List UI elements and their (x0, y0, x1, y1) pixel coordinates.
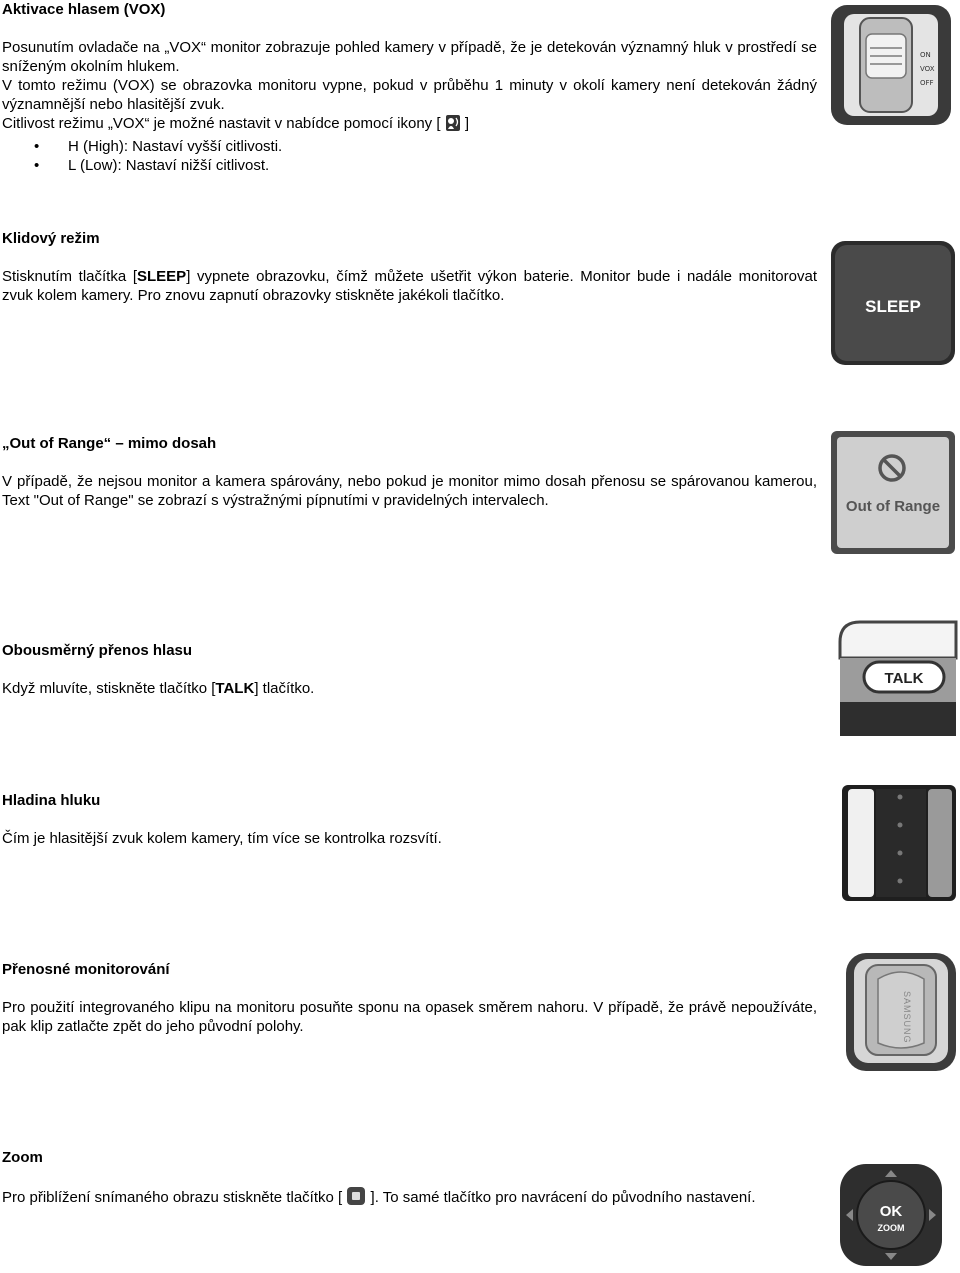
sleep-button-label: SLEEP (865, 297, 921, 316)
sleep-paragraph (2, 267, 817, 305)
list-item: • H (High): Nastaví vyšší citlivosti. (2, 137, 817, 156)
zoom-button-illustration (838, 1162, 944, 1273)
noise-heading: Hladina hluku (2, 792, 101, 809)
talk-key-label: TALK (215, 680, 255, 697)
talk-section (2, 641, 817, 698)
talk-button-label: TALK (884, 670, 924, 687)
zoom-section (2, 1148, 817, 1211)
sleep-button-illustration (830, 240, 956, 371)
zoom-paragraph-end: ]. To samé tlačítko pro navrácení do původního nastavení. (370, 1189, 756, 1206)
vox-paragraph-2: V tomto režimu (VOX) se obrazovka monitoru vypne, pokud v průběhu 1 minuty v okolí kamery není detekován žádný významnější nebo hlasitější zvuk. (2, 77, 817, 113)
noise-section (2, 791, 817, 848)
vox-switch-illustration (830, 4, 952, 131)
sleep-paragraph-end: ] vypnete obrazovku, čímž můžete ušetřit výkon baterie. Monitor bude i nadále monitorovat zvuk kolem kamery. Pro znovu zapnutí obrazovky stiskněte jakékoli tlačítko. (2, 268, 818, 304)
vox-heading: Aktivace hlasem (VOX) (2, 1, 166, 18)
portable-paragraph: Pro použití integrovaného klipu na monitoru posuňte sponu na opasek směrem nahoru. V případě, že právě nepoužíváte, pak klip zatlačte zpět do jeho původní polohy. (2, 999, 817, 1035)
vox-paragraph-3-start: Citlivost režimu „VOX“ je možné nastavit v nabídce pomocí ikony [ (2, 115, 441, 132)
noise-level-illustration (840, 783, 958, 908)
portable-section (2, 960, 817, 1036)
talk-heading: Obousměrný přenos hlasu (2, 642, 193, 659)
zoom-paragraph-start: Pro přiblížení snímaného obrazu stiskněte tlačítko [ (2, 1189, 343, 1206)
zoom-button-icon (346, 1186, 366, 1211)
sleep-heading: Klidový režim (2, 230, 100, 247)
talk-paragraph (2, 679, 817, 698)
zoom-paragraph (2, 1186, 817, 1211)
out-of-range-section (2, 434, 817, 510)
out-of-range-paragraph: V případě, že nejsou monitor a kamera spárovány, nebo pokud je monitor mimo dosah přenosu se spárovanou kamerou, Text "Out of Range" se zobrazí s výstražnými pípnutími v pravidelných intervalech. (2, 473, 817, 509)
out-of-range-heading: „Out of Range“ – mimo dosah (2, 435, 217, 452)
vox-paragraph-3-end: ] (464, 115, 470, 132)
sleep-paragraph-start: Stisknutím tlačítka [ (2, 268, 137, 285)
portable-heading: Přenosné monitorování (2, 961, 170, 978)
switch-label-vox: VOX (920, 65, 935, 73)
talk-paragraph-start: Když mluvíte, stiskněte tlačítko [ (2, 680, 216, 697)
vox-sensitivity-list (2, 137, 817, 175)
clip-brand-label: SAMSUNG (902, 991, 912, 1044)
switch-label-off: OFF (920, 79, 934, 87)
noise-paragraph: Čím je hlasitější zvuk kolem kamery, tím více se kontrolka rozsvítí. (2, 830, 442, 847)
out-of-range-screen-label: Out of Range (845, 498, 941, 515)
switch-label-on: ON (920, 51, 931, 59)
zoom-heading: Zoom (2, 1149, 43, 1166)
list-item: • L (Low): Nastaví nižší citlivost. (2, 156, 817, 175)
zoom-button-ok-label: OK (879, 1203, 903, 1220)
vox-sensitivity-icon (445, 114, 461, 137)
sleep-key-label: SLEEP (137, 268, 187, 285)
vox-paragraph-3 (2, 114, 817, 137)
talk-paragraph-end: ] tlačítko. (254, 680, 315, 697)
belt-clip-illustration (844, 951, 958, 1078)
out-of-range-illustration (830, 430, 956, 560)
vox-section (2, 0, 817, 175)
talk-button-illustration (836, 618, 958, 745)
zoom-button-zoom-label: ZOOM (877, 1223, 905, 1233)
vox-paragraph-1: Posunutím ovladače na „VOX“ monitor zobrazuje pohled kamery v případě, že je detekován významný hluk v prostředí se sníženým okolním hlukem. (2, 39, 817, 75)
sleep-section (2, 229, 817, 305)
